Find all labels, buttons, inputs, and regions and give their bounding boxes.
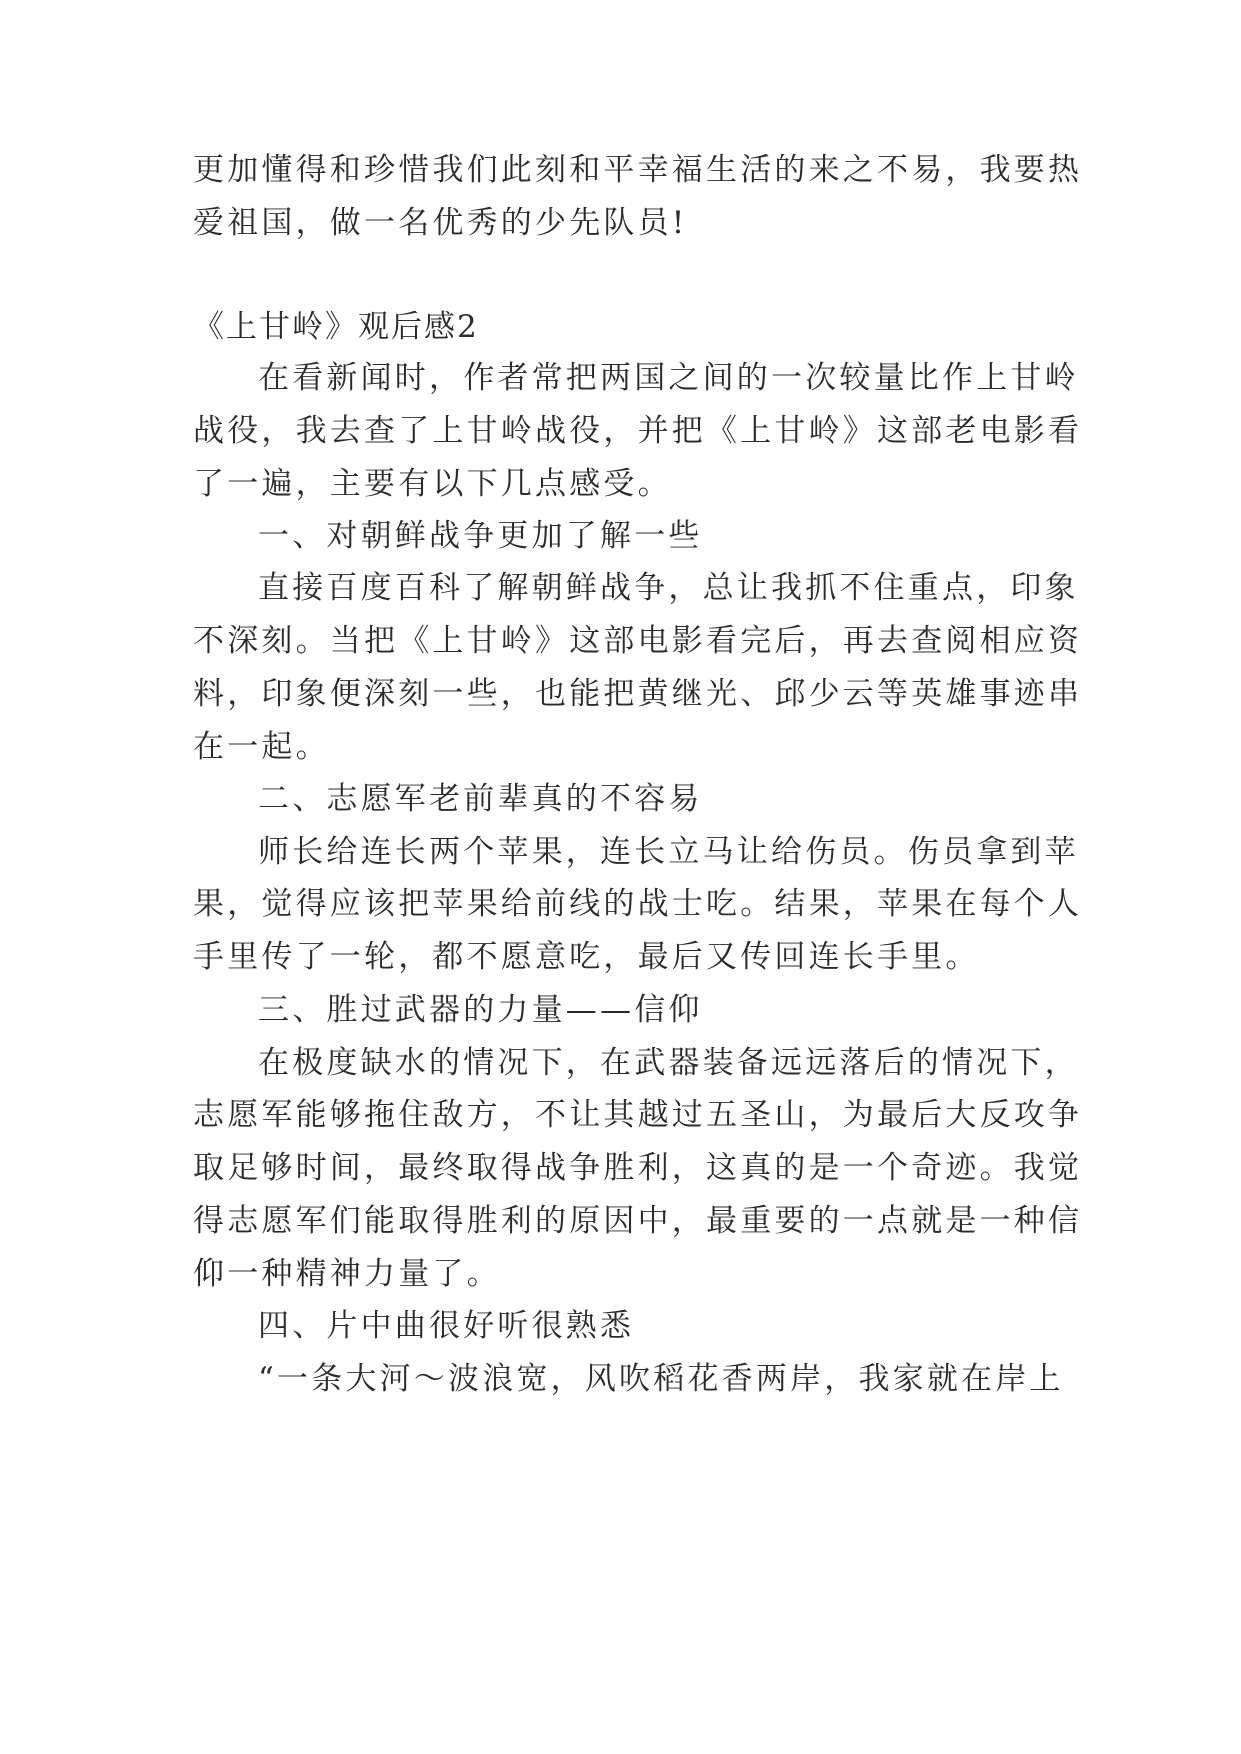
paragraph-line: 战役，我去查了上甘岭战役，并把《上甘岭》这部老电影看 — [193, 413, 1083, 449]
paragraph-line: 料，印象便深刻一些，也能把黄继光、邱少云等英雄事迹串 — [193, 676, 1083, 712]
paragraph-line: 了一遍，主要有以下几点感受。 — [193, 466, 672, 502]
paragraph-line: 师长给连长两个苹果，连长立马让给伤员。伤员拿到苹 — [258, 834, 1079, 870]
paragraph-line: 果，觉得应该把苹果给前线的战士吃。结果，苹果在每个人 — [193, 886, 1083, 922]
paragraph-line: “一条大河～波浪宽，风吹稻花香两岸，我家就在岸上 — [258, 1361, 1064, 1397]
paragraph-line: 取足够时间，最终取得战争胜利，这真的是一个奇迹。我觉 — [193, 1150, 1083, 1186]
paragraph-line: 手里传了一轮，都不愿意吃，最后又传回连长手里。 — [193, 939, 980, 975]
paragraph-line: 直接百度百科了解朝鲜战争，总让我抓不住重点，印象 — [258, 570, 1079, 606]
paragraph-line: 得志愿军们能取得胜利的原因中，最重要的一点就是一种信 — [193, 1203, 1083, 1239]
paragraph-line: 更加懂得和珍惜我们此刻和平幸福生活的来之不易，我要热 — [193, 152, 1083, 188]
subheading: 四、片中曲很好听很熟悉 — [258, 1308, 635, 1344]
paragraph-line: 在极度缺水的情况下，在武器装备远远落后的情况下， — [258, 1045, 1079, 1081]
section-title: 《上甘岭》观后感2 — [193, 309, 479, 345]
paragraph-line: 在看新闻时，作者常把两国之间的一次较量比作上甘岭 — [258, 360, 1079, 396]
subheading: 二、志愿军老前辈真的不容易 — [258, 781, 703, 817]
paragraph-line: 不深刻。当把《上甘岭》这部电影看完后，再去查阅相应资 — [193, 623, 1083, 659]
paragraph-line: 爱祖国，做一名优秀的少先队员! — [193, 205, 688, 241]
paragraph-line: 仰一种精神力量了。 — [193, 1256, 501, 1292]
subheading: 三、胜过武器的力量——信仰 — [258, 992, 703, 1028]
subheading: 一、对朝鲜战争更加了解一些 — [258, 518, 703, 554]
paragraph-line: 志愿军能够拖住敌方，不让其越过五圣山，为最后大反攻争 — [193, 1097, 1083, 1133]
paragraph-line: 在一起。 — [193, 729, 330, 765]
